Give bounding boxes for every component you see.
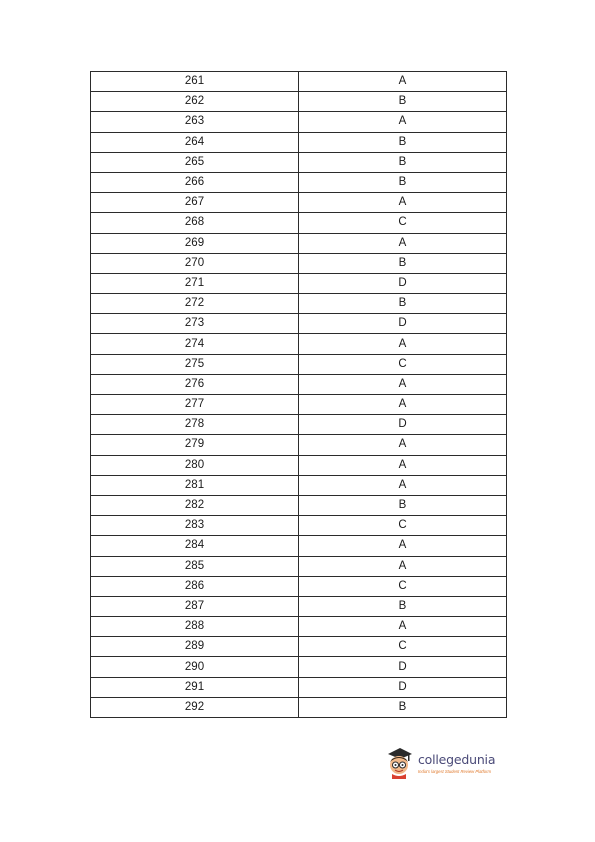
table-row [91,415,507,435]
answer-cell: B [299,495,507,515]
answer-cell: A [299,556,507,576]
table-row [91,455,507,475]
question-number-cell: 292 [91,697,299,717]
answer-cell: C [299,576,507,596]
question-number-cell: 291 [91,677,299,697]
answer-cell: A [299,435,507,455]
answer-cell: D [299,273,507,293]
question-number-cell: 268 [91,213,299,233]
table-row [91,172,507,192]
question-number-cell: 271 [91,273,299,293]
question-number-cell: 269 [91,233,299,253]
table-row [91,657,507,677]
table-row [91,92,507,112]
table-row [91,475,507,495]
table-row [91,213,507,233]
answer-cell: B [299,152,507,172]
table-row [91,617,507,637]
table-row [91,112,507,132]
table-row [91,72,507,92]
answer-cell: A [299,455,507,475]
answer-cell: C [299,354,507,374]
table-row [91,596,507,616]
table-row [91,395,507,415]
answer-key-body [91,72,507,718]
question-number-cell: 282 [91,495,299,515]
collegedunia-logo [384,745,524,785]
answer-cell: B [299,294,507,314]
brand-name: collegedunia [418,752,496,767]
table-row [91,253,507,273]
answer-cell: A [299,233,507,253]
answer-cell: C [299,213,507,233]
answer-cell: A [299,475,507,495]
question-number-cell: 274 [91,334,299,354]
answer-cell: A [299,193,507,213]
answer-cell: D [299,657,507,677]
answer-key-table [90,71,507,718]
answer-cell: A [299,112,507,132]
question-number-cell: 273 [91,314,299,334]
answer-cell: D [299,314,507,334]
question-number-cell: 261 [91,72,299,92]
question-number-cell: 280 [91,455,299,475]
question-number-cell: 276 [91,374,299,394]
table-row [91,495,507,515]
answer-cell: B [299,596,507,616]
table-row [91,354,507,374]
table-row [91,556,507,576]
question-number-cell: 284 [91,536,299,556]
question-number-cell: 288 [91,617,299,637]
answer-cell: A [299,334,507,354]
question-number-cell: 275 [91,354,299,374]
question-number-cell: 283 [91,516,299,536]
question-number-cell: 263 [91,112,299,132]
table-row [91,294,507,314]
question-number-cell: 278 [91,415,299,435]
question-number-cell: 290 [91,657,299,677]
table-row [91,132,507,152]
question-number-cell: 281 [91,475,299,495]
question-number-cell: 267 [91,193,299,213]
table-row [91,314,507,334]
question-number-cell: 265 [91,152,299,172]
answer-cell: A [299,617,507,637]
question-number-cell: 285 [91,556,299,576]
question-number-cell: 272 [91,294,299,314]
question-number-cell: 289 [91,637,299,657]
table-row [91,233,507,253]
question-number-cell: 277 [91,395,299,415]
answer-cell: A [299,72,507,92]
table-row [91,536,507,556]
answer-cell: C [299,516,507,536]
brand-tagline: India's largest Student Review Platform [418,769,491,774]
question-number-cell: 270 [91,253,299,273]
answer-cell: A [299,395,507,415]
answer-cell: D [299,677,507,697]
question-number-cell: 264 [91,132,299,152]
question-number-cell: 286 [91,576,299,596]
table-row [91,334,507,354]
question-number-cell: 262 [91,92,299,112]
question-number-cell: 266 [91,172,299,192]
answer-cell: C [299,637,507,657]
table-row [91,637,507,657]
answer-cell: B [299,132,507,152]
table-row [91,152,507,172]
answer-cell: B [299,172,507,192]
answer-cell: B [299,92,507,112]
answer-cell: A [299,374,507,394]
table-row [91,677,507,697]
table-row [91,516,507,536]
table-row [91,193,507,213]
table-row [91,697,507,717]
question-number-cell: 279 [91,435,299,455]
table-row [91,576,507,596]
table-row [91,374,507,394]
answer-cell: B [299,697,507,717]
answer-cell: A [299,536,507,556]
answer-cell: B [299,253,507,273]
table-row [91,273,507,293]
question-number-cell: 287 [91,596,299,616]
table-row [91,435,507,455]
mascot-icon [384,745,416,781]
answer-cell: D [299,415,507,435]
